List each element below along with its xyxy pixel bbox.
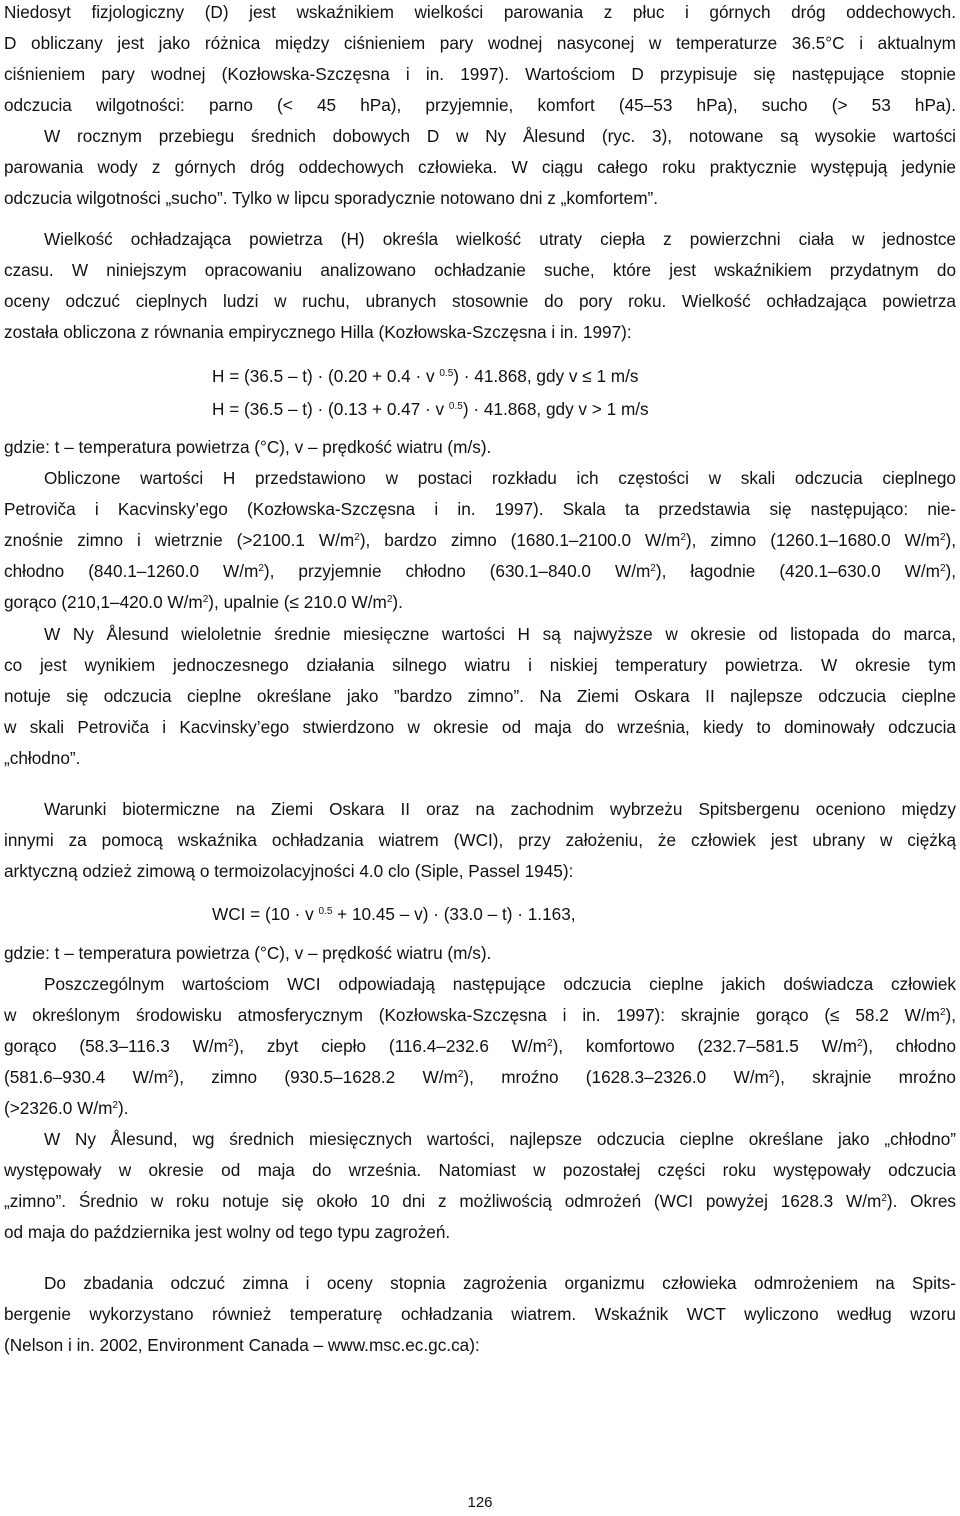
text-line: (>2326.0 $W/m^2$).	[4, 1098, 129, 1118]
text-line: (581.6–930.4 $W/m^2$), zimno (930.5–1628.2 $W/m^2$), mroźno (1628.3–2326.0 $W/m^2$), skrajnie mroźno	[4, 1067, 956, 1087]
text-line: arktyczną odzież zimową o termoizolacyjności 4.0 clo (Siple, Passel 1945):	[4, 861, 574, 881]
text-line: czasu. W niniejszym opracowaniu analizowano ochładzanie suche, które jest wskaźnikiem przydatnym do	[4, 260, 956, 280]
text-line: innymi za pomocą wskaźnika ochładzania wiatrem (WCI), przy założeniu, że człowiek jest ubrany w ciężką	[4, 830, 956, 850]
document-page	[4, 0, 956, 1516]
text-line: parowania wody z górnych dróg oddechowych człowieka. W ciągu całego roku praktycznie występują jedynie	[4, 157, 956, 177]
text-line: W Ny Ålesund wieloletnie średnie miesięczne wartości H są najwyższe w okresie od listopada do marca,	[44, 624, 956, 644]
formula-h-high-wind: H = (36.5 – t) · (0.13 + 0.47 · v $^{0.5}$) · 41.868, gdy v > 1 m/s	[212, 399, 649, 419]
text-line: występowały w okresie od maja do września. Natomiast w pozostałej części roku występowały odczucia	[4, 1160, 956, 1180]
text-line: Niedosyt fizjologiczny (D) jest wskaźnikiem wielkości parowania z płuc i górnych dróg oddechowych.	[4, 2, 956, 22]
text-line: od maja do października jest wolny od tego typu zagrożeń.	[4, 1222, 451, 1242]
text-line: (Nelson i in. 2002, Environment Canada – www.msc.ec.gc.ca):	[4, 1335, 480, 1355]
text-line: ciśnieniem pary wodnej (Kozłowska-Szczęsna i in. 1997). Wartościom D przypisuje się następujące stopnie	[4, 64, 956, 84]
formula-h-low-wind: H = (36.5 – t) · (0.20 + 0.4 · v $^{0.5}$) · 41.868, gdy v ≤ 1 m/s	[212, 366, 639, 386]
text-line: w skali Petroviča i Kacvinsky’ego stwierdzono w okresie od maja do września, kiedy to dominowały odczucia	[4, 717, 956, 737]
text-line: została obliczona z równania empirycznego Hilla (Kozłowska-Szczęsna i in. 1997):	[4, 322, 632, 342]
text-line: W Ny Ålesund, wg średnich miesięcznych wartości, najlepsze odczucia cieplne określane jako „chłodno”	[44, 1129, 956, 1149]
text-line: Wielkość ochładzająca powietrza (H) określa wielkość utraty ciepła z powierzchni ciała w jednostce	[44, 229, 956, 249]
text-line: D obliczany jest jako różnica między ciśnieniem pary wodnej nasyconej w temperaturze 36.5°C i aktualnym	[4, 33, 956, 53]
formula-wci: WCI = (10 · v $^{0.5}$ + 10.45 – v) · (33.0 – t) · 1.163,	[212, 904, 576, 924]
text-line: gorąco (210,1–420.0 $W/m^2$), upalnie (≤ 210.0 $W/m^2$).	[4, 592, 403, 612]
text-line: Warunki biotermiczne na Ziemi Oskara II oraz na zachodnim wybrzeżu Spitsbergenu oceniono między	[44, 799, 956, 819]
text-line: „chłodno”.	[4, 748, 81, 768]
text-line: odczucia wilgotności „sucho”. Tylko w lipcu sporadycznie notowano dni z „komfortem”.	[4, 188, 659, 208]
page-number: 126	[467, 1494, 493, 1511]
text-line: oceny odczuć cieplnych ludzi w ruchu, ubranych stosownie do pory roku. Wielkość ochładzająca powietrza	[4, 291, 956, 311]
text-line: odczucia wilgotności: parno (< 45 hPa), przyjemnie, komfort (45–53 hPa), sucho (> 53 hPa).	[4, 95, 956, 115]
text-line: Petroviča i Kacvinsky’ego (Kozłowska-Szczęsna i in. 1997). Skala ta przedstawia się następująco: nie-	[4, 499, 956, 519]
text-line: gorąco (58.3–116.3 $W/m^2$), zbyt ciepło (116.4–232.6 $W/m^2$), komfortowo (232.7–581.5 $W/m^2$), chłodno	[4, 1036, 957, 1056]
text-line: „zimno”. Średnio w roku notuje się około 10 dni z możliwością odmrożeń (WCI powyżej 1628.3 $W/m^2$). Okres	[4, 1191, 956, 1211]
text-line: Obliczone wartości H przedstawiono w postaci rozkładu ich częstości w skali odczucia cieplnego	[44, 468, 956, 488]
text-line: notuje się odczucia cieplne określane jako ”bardzo zimno”. Na Ziemi Oskara II najlepsze odczucia cieplne	[4, 686, 956, 706]
text-line: gdzie: t – temperatura powietrza (°C), v – prędkość wiatru (m/s).	[4, 437, 492, 457]
text-line: w określonym środowisku atmosferycznym (Kozłowska-Szczęsna i in. 1997): skrajnie gorąco (≤ 58.2 $W/m^2$),	[4, 1005, 956, 1025]
text-line: W rocznym przebiegu średnich dobowych D w Ny Ålesund (ryc. 3), notowane są wysokie wartości	[44, 126, 956, 146]
text-line: znośnie zimno i wietrznie (>2100.1 $W/m^2$), bardzo zimno (1680.1–2100.0 $W/m^2$), zimno (1260.1–1680.0 $W/m^2$),	[4, 530, 956, 550]
text-line: gdzie: t – temperatura powietrza (°C), v – prędkość wiatru (m/s).	[4, 943, 492, 963]
text-line: chłodno (840.1–1260.0 $W/m^2$), przyjemnie chłodno (630.1–840.0 $W/m^2$), łagodnie (420.1–630.0 $W/m^2$),	[4, 561, 956, 581]
text-line: Do zbadania odczuć zimna i oceny stopnia zagrożenia organizmu człowieka odmrożeniem na Spits-	[44, 1273, 956, 1293]
text-line: Poszczególnym wartościom WCI odpowiadają następujące odczucia cieplne jakich doświadcza człowiek	[44, 974, 956, 994]
text-line: co jest wynikiem jednoczesnego działania silnego wiatru i niskiej temperatury powietrza. W okresie tym	[4, 655, 956, 675]
text-line: bergenie wykorzystano również temperaturę ochładzania wiatrem. Wskaźnik WCT wyliczono według wzoru	[4, 1304, 956, 1324]
